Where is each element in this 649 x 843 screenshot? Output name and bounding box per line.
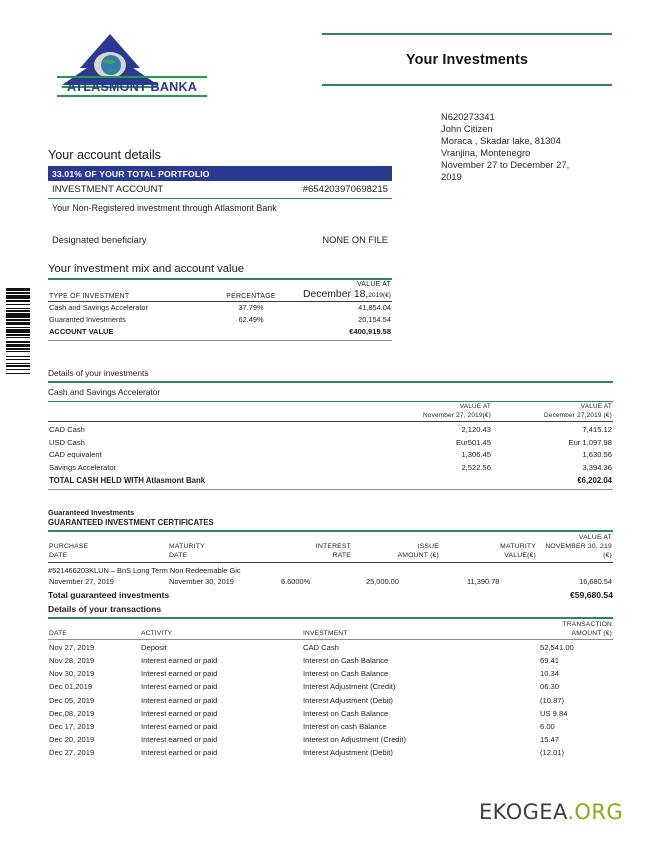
cert-maturity-date: November 30, 2019 [169, 576, 234, 586]
address-line-5: November 27 to December 27, [441, 158, 570, 170]
cert-interest-rate: 6.6000% [281, 576, 311, 586]
cert-purchase-date: November 27, 2019 [49, 576, 114, 586]
col-value-at-dec-label: VALUE AT [580, 403, 612, 411]
table-row [48, 706, 613, 719]
col-tx-date: DATE [49, 629, 67, 637]
tx-date: Dec,08, 2019 [49, 708, 95, 718]
tx-amount: 69.41 [540, 656, 560, 666]
details-bottom-rule [48, 489, 613, 490]
watermark-tld: .ORG [567, 800, 624, 824]
tx-activity: Interest earned or paid [141, 669, 218, 679]
col-value-date-year: 2019(€) [368, 291, 391, 299]
tx-activity: Interest earned or paid [141, 656, 218, 666]
mix-value: 41,854.04 [358, 303, 391, 313]
portfolio-percentage-band: 33.01% OF YOUR TOTAL PORTFOLIO [48, 166, 392, 181]
col-value-at-nov-date: November 27, 2019(€) [423, 411, 491, 419]
col-value-at-nov-label: VALUE AT [459, 403, 491, 411]
tx-investment: Interest Adjustment (Debit) [303, 695, 393, 705]
col-matvalue-line2: VALUE(€) [504, 552, 536, 560]
tx-investment: Interest on Adjustment (Credit) [303, 734, 406, 744]
account-note: Your Non-Registered investment through Atlasmont Bank [52, 203, 277, 213]
guaranteed-header-row [48, 532, 613, 562]
col-type-of-investment: TYPE OF INVESTMENT [49, 292, 130, 300]
account-details-heading: Your account details [48, 148, 161, 162]
table-row [48, 422, 613, 435]
col-issue-line2: AMOUNT (€) [397, 552, 439, 560]
detail-total-value: €6,202.04 [577, 475, 612, 485]
col-purchase-date [48, 532, 168, 562]
investment-mix-body [48, 302, 392, 337]
detail-value-2: Eur 1,097.98 [568, 437, 612, 447]
guaranteed-heading: Guaranteed Investments [48, 508, 135, 517]
tx-investment: Interest on Cash Balance [303, 669, 389, 679]
mix-type: Guaranted Investments [49, 314, 126, 324]
transactions-heading: Details of your transactions [48, 604, 162, 614]
beneficiary-row [48, 213, 392, 245]
col-percentage: PERCENTAGE [226, 292, 276, 300]
tx-date: Dec 01,2019 [49, 682, 93, 692]
table-row [48, 460, 613, 473]
investment-mix-bottom-rule [48, 340, 392, 341]
beneficiary-label: Designated beneficiary [52, 235, 147, 245]
page-title: Your Investments [405, 52, 529, 68]
mix-total-row [48, 325, 392, 337]
address-line-3: Moraca , Skadar lake, 81304 [441, 134, 561, 146]
col-interest-rate [280, 532, 352, 562]
tx-investment: Interest on Cash Balance [303, 708, 389, 718]
guaranteed-total-value: €59,680.54 [569, 589, 613, 600]
col-maturity-line1: MATURITY [169, 543, 205, 550]
tx-amount: 10.34 [540, 669, 560, 679]
logo-rule-bottom [57, 95, 207, 97]
col-value-at-dec [492, 402, 613, 421]
logo-text-montbanka: MONT BANKA [108, 80, 198, 94]
header-rule-bottom [322, 84, 612, 86]
watermark [479, 800, 623, 824]
tx-date: Dec 05, 2019 [49, 695, 95, 705]
col-maturity-date [168, 532, 280, 562]
guaranteed-row-table [48, 576, 613, 587]
guaranteed-subheading: GUARANTEED INVESTMENT CERTIFICATES [48, 518, 214, 527]
tx-investment: Interest Adjustment (Credit) [303, 682, 396, 692]
col-valueat-line1: VALUE AT [578, 533, 612, 541]
document-header [322, 33, 612, 86]
tx-amount: 06.30 [540, 682, 560, 692]
investment-account-row [48, 181, 392, 198]
col-maturity-line2: DATE [169, 552, 188, 560]
tx-date: Nov 30, 2019 [49, 669, 95, 679]
detail-label: USD Cash [49, 437, 85, 447]
table-row [48, 653, 613, 666]
details-body-table [48, 422, 613, 485]
table-row [48, 692, 613, 705]
tx-activity: Interest earned or paid [141, 747, 218, 757]
logo-rule-top [57, 76, 207, 78]
col-value-at-label: VALUE AT [357, 280, 391, 288]
transactions-header-row [48, 619, 613, 639]
account-details-section [48, 148, 392, 245]
investment-mix-heading: Your investment mix and account value [48, 263, 245, 275]
tx-investment: CAD Cash [303, 643, 339, 653]
investment-mix-header-row [48, 280, 392, 301]
detail-value-1: 2,120.43 [461, 424, 491, 434]
tx-activity: Deposit [141, 643, 167, 653]
cert-maturity-value: 11,390.78 [467, 576, 500, 586]
col-valueat-line2: NOVEMBER 30, 219 (€) [545, 543, 612, 560]
tx-amount: 15.47 [540, 734, 560, 744]
col-purchase-line1: PURCHASE [49, 543, 89, 550]
transactions-header-table [48, 619, 613, 639]
barcode [6, 288, 30, 488]
tx-investment: Interest on Cash Balance [303, 656, 389, 666]
table-row [48, 435, 613, 448]
barcode-bar [6, 374, 30, 376]
tx-investment: Interest on cash Balance [303, 721, 387, 731]
mix-type: Cash and Savings Accelerator [49, 303, 149, 313]
tx-activity: Interest earned or paid [141, 721, 218, 731]
detail-value-2: 3,394.36 [582, 462, 612, 472]
tx-date: Dec 17, 2019 [49, 721, 95, 731]
col-tx-activity: ACTIVITY [141, 629, 173, 637]
col-value-date-month: December 18, [303, 288, 369, 300]
detail-value-1: 1,306.45 [461, 450, 491, 460]
details-investments-heading: Details of your investments [48, 368, 149, 378]
tx-investment: Interest Adjustment (Debit) [303, 747, 393, 757]
detail-label: CAD Cash [49, 424, 85, 434]
tx-amount: US 9.84 [540, 708, 568, 718]
col-tx-investment: INVESTMENT [303, 629, 348, 637]
tx-activity: Interest earned or paid [141, 734, 218, 744]
details-header-table [48, 402, 613, 421]
detail-value-2: 7,415.12 [582, 424, 612, 434]
col-matvalue-line1: MATURITY [500, 543, 536, 550]
details-subheading: Cash and Savings Accelerator [48, 386, 161, 397]
tx-amount: 52,541.00 [540, 643, 574, 653]
tx-date: Nov 27, 2019 [49, 643, 95, 653]
guaranteed-investments-section [48, 508, 613, 600]
address-line-6: 2019 [441, 170, 462, 182]
col-interest-line2: RATE [332, 552, 351, 560]
recipient-address [441, 111, 641, 182]
detail-label: CAD equivalent [49, 450, 102, 460]
col-tx-amount [534, 619, 613, 639]
col-issue-amount [352, 532, 440, 562]
table-row [48, 640, 613, 653]
investment-account-label: INVESTMENT ACCOUNT [52, 184, 164, 195]
col-tx-amount-line1: TRANSACTION [562, 620, 612, 628]
guaranteed-total-label: Total guaranteed investments [48, 589, 170, 600]
table-row [48, 313, 392, 325]
beneficiary-value: NONE ON FILE [322, 235, 388, 245]
col-maturity-value [440, 532, 537, 562]
cert-value-at: 16,680.54 [579, 576, 612, 586]
guaranteed-certificate-row [48, 576, 613, 587]
bank-logo [55, 28, 205, 98]
transactions-body-table [48, 640, 613, 758]
transactions-section [48, 604, 613, 758]
logo-text-atlas: ATLAS [66, 80, 109, 94]
details-header-row [48, 402, 613, 421]
address-line-2: John Citizen [441, 122, 493, 134]
tx-amount: (12.01) [540, 747, 565, 757]
col-value-at-nov [350, 402, 492, 421]
investment-mix-table [48, 280, 392, 301]
investment-mix-section [48, 263, 392, 341]
mix-value: 20,154.54 [358, 314, 391, 324]
table-row [48, 732, 613, 745]
certificate-description: #521466203KLUN – BnS Long Term Non Redeemable Gic [48, 565, 241, 575]
detail-total-label: TOTAL CASH HELD WITH Atlasmont Bank [49, 475, 206, 485]
col-issue-line1: ISSUE [417, 543, 439, 550]
table-row [48, 745, 613, 758]
tx-date: Dec 20, 2019 [49, 734, 95, 744]
col-value-at-dec-date: December 27,2019 (€) [544, 411, 612, 419]
details-investments-section [48, 368, 613, 490]
tx-activity: Interest earned or paid [141, 682, 218, 692]
detail-value-1: 2,522.56 [461, 462, 491, 472]
tx-amount: 6.00 [540, 721, 555, 731]
tx-date: Nov 28, 2019 [49, 656, 95, 666]
investment-account-number: #654203970698215 [302, 184, 388, 195]
tx-date: Dec 27, 2019 [49, 747, 95, 757]
tx-activity: Interest earned or paid [141, 708, 218, 718]
detail-value-1: Eur501.45 [455, 437, 491, 447]
col-value-at-date [303, 289, 391, 300]
mix-percentage: 62.49% [238, 314, 264, 324]
col-purchase-line2: DATE [49, 552, 68, 560]
mix-total-label: ACCOUNT VALUE [49, 326, 114, 336]
detail-label: Savings Accelerator [49, 462, 117, 472]
table-row [48, 666, 613, 679]
table-row [48, 679, 613, 692]
mix-total-value: €400,919.58 [349, 326, 391, 336]
col-value-at [302, 280, 392, 301]
detail-total-row [48, 473, 613, 486]
guaranteed-header-table [48, 532, 613, 562]
table-row [48, 719, 613, 732]
table-row [48, 302, 392, 314]
cert-issue-amount: 25,000.00 [366, 576, 399, 586]
tx-activity: Interest earned or paid [141, 695, 218, 705]
address-line-1: N620273341 [441, 111, 495, 122]
table-row [48, 448, 613, 461]
col-tx-amount-line2: AMOUNT (€) [571, 629, 612, 637]
guaranteed-total-row [48, 587, 613, 600]
col-interest-line1: INTEREST [315, 543, 351, 550]
address-line-4: Vranjina, Montenegro [441, 146, 531, 158]
tx-amount: (10.87) [540, 695, 565, 705]
detail-value-2: 1,630.56 [582, 450, 612, 460]
watermark-name: EKOGEA [479, 800, 568, 824]
col-value-at-nov30 [537, 532, 613, 562]
mix-percentage: 37.79% [238, 303, 264, 313]
